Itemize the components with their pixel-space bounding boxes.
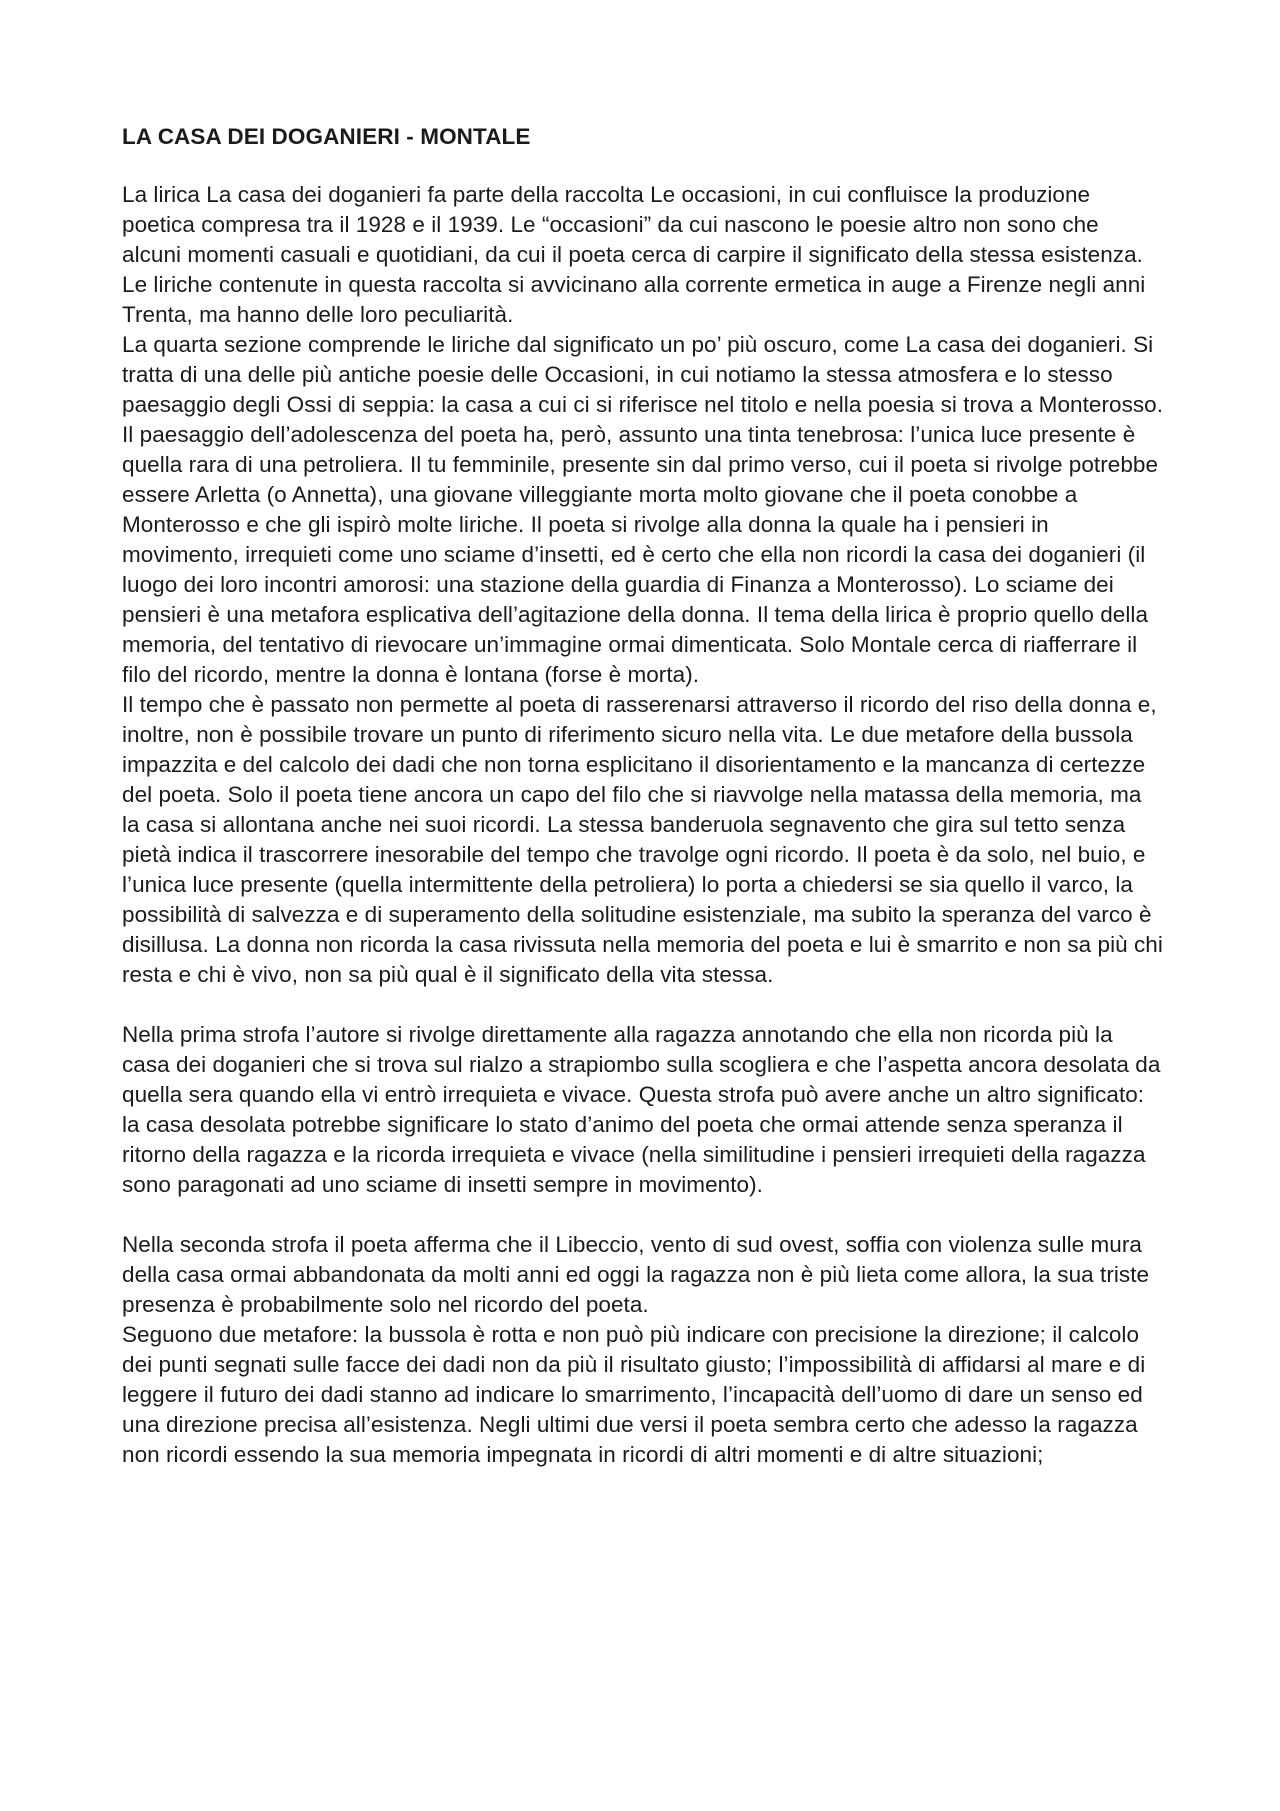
paragraph-prima-strofa: Nella prima strofa l’autore si rivolge direttamente alla ragazza annotando che ella non ricorda più la casa dei doganieri che si trova sul rialzo a strapiombo sulla scogliera e che l’aspetta ancora desolata da quella sera quando ella vi entrò irrequieta e vivace. Questa strofa può avere anche un altro significato: la casa desolata potrebbe significare lo stato d’animo del poeta che ormai attende senza speranza il ritorno della ragazza e la ricorda irrequieta e vivace (nella similitudine i pensieri irrequieti della ragazza sono paragonati ad uno sciame di insetti sempre in movimento). — [122, 1022, 1161, 1197]
paragraph-metafore: Seguono due metafore: la bussola è rotta e non può più indicare con precisione la direzione; il calcolo dei punti segnati sulle facce dei dadi non da più il risultato giusto; l’impossibilità di affidarsi al mare e di leggere il futuro dei dadi stanno ad indicare lo smarrimento, l’incapacità dell’uomo di dare un senso ed una direzione precisa all’esistenza. Negli ultimi due versi il poeta sembra certo che adesso la ragazza non ricordi essendo la sua memoria impegnata in ricordi di altri momenti e di altre situazioni; — [122, 1322, 1146, 1467]
document-page — [122, 122, 1164, 1470]
paragraph-tempo: Il tempo che è passato non permette al poeta di rasserenarsi attraverso il ricordo del riso della donna e, inoltre, non è possibile trovare un punto di riferimento sicuro nella vita. Le due metafore della bussola impazzita e del calcolo dei dadi che non torna esplicitano il disorientamento e la mancanza di certezze del poeta. Solo il poeta tiene ancora un capo del filo che si riavvolge nella matassa della memoria, ma la casa si allontana anche nei suoi ricordi. La stessa banderuola segnavento che gira sul tetto senza pietà indica il trascorrere inesorabile del tempo che travolge ogni ricordo. Il poeta è da solo, nel buio, e l’unica luce presente (quella intermittente della petroliera) lo porta a chiedersi se sia quello il varco, la possibilità di salvezza e di superamento della solitudine esistenziale, ma subito la speranza del varco è disillusa. La donna non ricorda la casa rivissuta nella memoria del poeta e lui è smarrito e non sa più chi resta e chi è vivo, non sa più qual è il significato della vita stessa. — [122, 692, 1163, 987]
paragraph-seconda-strofa: Nella seconda strofa il poeta afferma che il Libeccio, vento di sud ovest, soffia con violenza sulle mura della casa ormai abbandonata da molti anni ed oggi la ragazza non è più lieta come allora, la sua triste presenza è probabilmente solo nel ricordo del poeta. — [122, 1232, 1150, 1317]
paragraph-quarta-sezione: La quarta sezione comprende le liriche dal significato un po’ più oscuro, come La casa dei doganieri. Si tratta di una delle più antiche poesie delle Occasioni, in cui notiamo la stessa atmosfera e lo stesso paesaggio degli Ossi di seppia: la casa a cui ci si riferisce nel titolo e nella poesia si trova a Monterosso. Il paesaggio dell’adolescenza del poeta ha, però, assunto una tinta tenebrosa: l’unica luce presente è quella rara di una petroliera. Il tu femminile, presente sin dal primo verso, cui il poeta si rivolge potrebbe essere Arletta (o Annetta), una giovane villeggiante morta molto giovane che il poeta conobbe a Monterosso e che gli ispirò molte liriche. Il poeta si rivolge alla donna la quale ha i pensieri in movimento, irrequieti come uno sciame d’insetti, ed è certo che ella non ricordi la casa dei doganieri (il luogo dei loro incontri amorosi: una stazione della guardia di Finanza a Monterosso). Lo sciame dei pensieri è una metafora esplicativa dell’agitazione della donna. Il tema della lirica è proprio quello della memoria, del tentativo di rievocare un’immagine ormai dimenticata. Solo Montale cerca di riafferrare il filo del ricordo, mentre la donna è lontana (forse è morta). — [122, 332, 1164, 687]
paragraph-introduction: La lirica La casa dei doganieri fa parte della raccolta Le occasioni, in cui confluisce la produzione poetica compresa tra il 1928 e il 1939. Le “occasioni” da cui nascono le poesie altro non sono che alcuni momenti casuali e quotidiani, da cui il poeta cerca di carpire il significato della stessa esistenza. Le liriche contenute in questa raccolta si avvicinano alla corrente ermetica in auge a Firenze negli anni Trenta, ma hanno delle loro peculiarità. — [122, 182, 1146, 327]
document-title: LA CASA DEI DOGANIERI - MONTALE — [122, 124, 531, 149]
